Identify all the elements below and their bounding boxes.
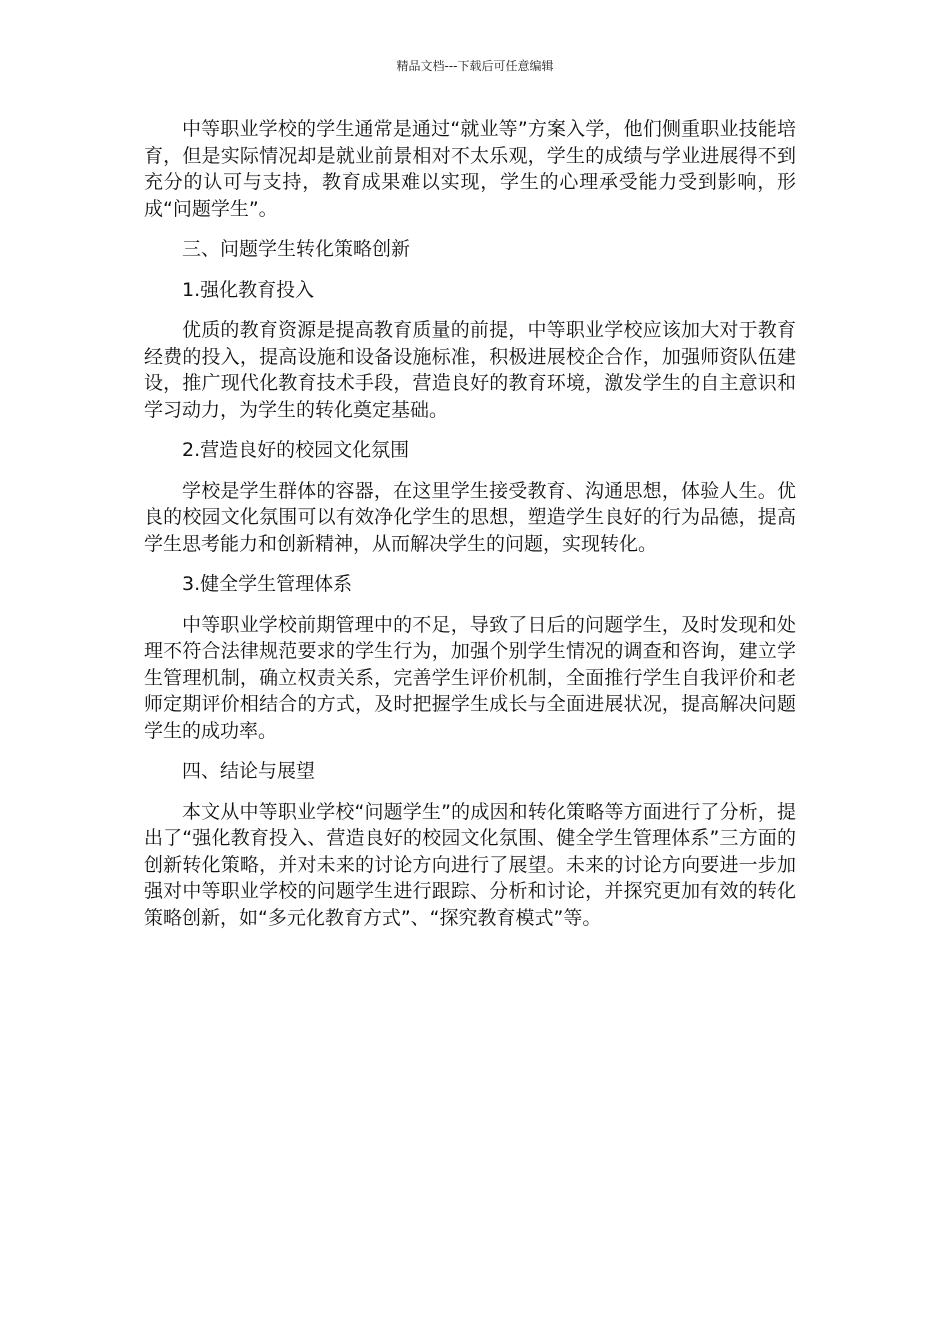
subheading-3-3: 3.健全学生管理体系 (182, 573, 353, 595)
page-header: 精品文档---下载后可任意编辑 (396, 59, 554, 73)
paragraph-conclusion: 本文从中等职业学校“问题学生”的成因和转化策略等方面进行了分析，提出了“强化教育投入、营造良好的校园文化氛围、健全学生管理体系”三方面的创新转化策略，并对未来的讨论方向进行了展望。未来的讨论方向要进一步加强对中等职业学校的问题学生进行跟踪、分析和讨论，并探究更加有效的转化策略创新，如“多元化教育方式”、“探究教育模式”等。 (144, 800, 796, 929)
paragraph-3-2: 学校是学生群体的容器，在这里学生接受教育、沟通思想，体验人生。优良的校园文化氛围可以有效净化学生的思想，塑造学生良好的行为品德，提高学生思考能力和创新精神，从而解决学生的问题，实现转化。 (144, 479, 796, 555)
subheading-3-2: 2.营造良好的校园文化氛围 (182, 439, 410, 461)
section-heading-4: 四、结论与展望 (182, 760, 316, 782)
paragraph-3-3: 中等职业学校前期管理中的不足，导致了日后的问题学生，及时发现和处理不符合法律规范要求的学生行为，加强个别学生情况的调查和咨询，建立学生管理机制，确立权责关系，完善学生评价机制，全面推行学生自我评价和老师定期评价相结合的方式，及时把握学生成长与全面进展状况，提高解决问题学生的成功率。 (144, 613, 796, 742)
section-heading-3: 三、问题学生转化策略创新 (182, 238, 411, 260)
paragraph-3-1: 优质的教育资源是提高教育质量的前提，中等职业学校应该加大对于教育经费的投入，提高设施和设备设施标准，积极进展校企合作，加强师资队伍建设，推广现代化教育技术手段，营造良好的教育环境，激发学生的自主意识和学习动力，为学生的转化奠定基础。 (144, 319, 796, 421)
paragraph-intro: 中等职业学校的学生通常是通过“就业等”方案入学，他们侧重职业技能培育，但是实际情况却是就业前景相对不太乐观，学生的成绩与学业进展得不到充分的认可与支持，教育成果难以实现，学生的心理承受能力受到影响，形成“问题学生”。 (144, 118, 796, 220)
subheading-3-1: 1.强化教育投入 (182, 278, 315, 301)
document-body (144, 116, 796, 931)
